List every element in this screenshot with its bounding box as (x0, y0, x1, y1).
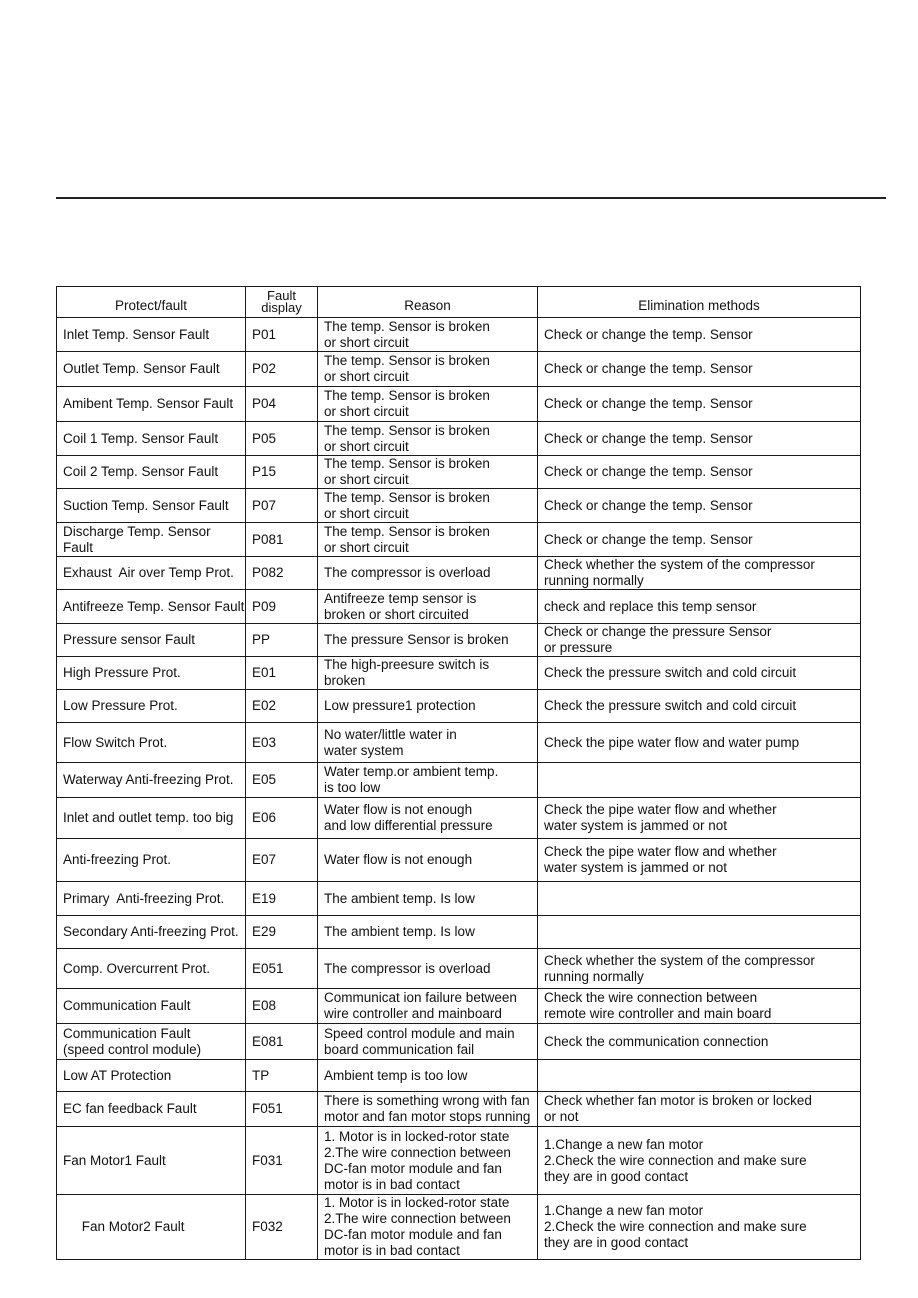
elimination-cell: 1.Change a new fan motor 2.Check the wire connection and make sure they are in good contact (538, 1127, 861, 1195)
fault-code-cell: E08 (246, 989, 318, 1024)
fault-code-cell: P05 (246, 422, 318, 456)
protect-cell: Secondary Anti-freezing Prot. (57, 916, 246, 949)
header-elimination: Elimination methods (538, 287, 861, 318)
elimination-cell: Check or change the temp. Sensor (538, 387, 861, 422)
table-row (57, 763, 861, 798)
reason-cell: Antifreeze temp sensor is broken or short circuited (318, 590, 538, 624)
protect-cell: Discharge Temp. Sensor Fault (57, 523, 246, 557)
table-header-row (57, 287, 861, 318)
reason-cell: Speed control module and main board communication fail (318, 1024, 538, 1060)
fault-code-cell: P082 (246, 557, 318, 590)
elimination-cell: Check the pipe water flow and whether water system is jammed or not (538, 798, 861, 839)
elimination-cell: Check or change the temp. Sensor (538, 422, 861, 456)
fault-code-cell: F031 (246, 1127, 318, 1195)
fault-code-cell: P02 (246, 352, 318, 387)
protect-cell: Low AT Protection (57, 1060, 246, 1092)
elimination-cell: Check or change the temp. Sensor (538, 352, 861, 387)
fault-code-cell: E02 (246, 690, 318, 723)
reason-cell: Low pressure1 protection (318, 690, 538, 723)
reason-cell: There is something wrong with fan motor and fan motor stops running (318, 1092, 538, 1127)
horizontal-rule (56, 197, 886, 199)
table-row (57, 456, 861, 489)
table-row (57, 690, 861, 723)
elimination-cell: Check whether the system of the compressor running normally (538, 557, 861, 590)
protect-cell: Inlet and outlet temp. too big (57, 798, 246, 839)
fault-code-cell: P081 (246, 523, 318, 557)
fault-table-body (57, 318, 861, 1260)
protect-cell: Fan Motor1 Fault (57, 1127, 246, 1195)
protect-cell: Outlet Temp. Sensor Fault (57, 352, 246, 387)
reason-cell: No water/little water in water system (318, 723, 538, 763)
header-fault-display (246, 287, 318, 318)
reason-cell: The ambient temp. Is low (318, 882, 538, 916)
elimination-cell: Check or change the temp. Sensor (538, 489, 861, 523)
table-row (57, 318, 861, 352)
protect-cell: High Pressure Prot. (57, 657, 246, 690)
fault-code-cell: E07 (246, 839, 318, 882)
reason-cell: Water flow is not enough (318, 839, 538, 882)
fault-code-cell: E29 (246, 916, 318, 949)
elimination-cell: Check or change the temp. Sensor (538, 456, 861, 489)
reason-cell: The temp. Sensor is broken or short circuit (318, 387, 538, 422)
elimination-cell: Check the communication connection (538, 1024, 861, 1060)
elimination-cell (538, 882, 861, 916)
fault-code-cell: E051 (246, 949, 318, 989)
table-row (57, 949, 861, 989)
elimination-cell (538, 916, 861, 949)
elimination-cell: Check the pipe water flow and whether water system is jammed or not (538, 839, 861, 882)
fault-code-cell: P09 (246, 590, 318, 624)
reason-cell: The temp. Sensor is broken or short circuit (318, 422, 538, 456)
fault-code-cell: E01 (246, 657, 318, 690)
reason-cell: The high-preesure switch is broken (318, 657, 538, 690)
fault-code-cell: P01 (246, 318, 318, 352)
table-row (57, 1092, 861, 1127)
protect-cell: Coil 2 Temp. Sensor Fault (57, 456, 246, 489)
protect-cell: EC fan feedback Fault (57, 1092, 246, 1127)
fault-code-cell: TP (246, 1060, 318, 1092)
protect-cell: Amibent Temp. Sensor Fault (57, 387, 246, 422)
table-row (57, 523, 861, 557)
reason-cell: The temp. Sensor is broken or short circuit (318, 456, 538, 489)
protect-cell: Primary Anti-freezing Prot. (57, 882, 246, 916)
elimination-cell: Check or change the temp. Sensor (538, 318, 861, 352)
table-row (57, 657, 861, 690)
reason-cell: The compressor is overload (318, 949, 538, 989)
table-row (57, 590, 861, 624)
protect-cell: Coil 1 Temp. Sensor Fault (57, 422, 246, 456)
table-row (57, 387, 861, 422)
elimination-cell: Check the pressure switch and cold circuit (538, 690, 861, 723)
reason-cell: Communicat ion failure between wire controller and mainboard (318, 989, 538, 1024)
reason-cell: The temp. Sensor is broken or short circuit (318, 352, 538, 387)
elimination-cell: Check or change the pressure Sensor or pressure (538, 624, 861, 657)
table-row (57, 422, 861, 456)
fault-code-cell: PP (246, 624, 318, 657)
fault-table (56, 286, 861, 1260)
reason-cell: The temp. Sensor is broken or short circuit (318, 489, 538, 523)
protect-cell: Flow Switch Prot. (57, 723, 246, 763)
protect-cell: Waterway Anti-freezing Prot. (57, 763, 246, 798)
table-row (57, 352, 861, 387)
fault-code-cell: E081 (246, 1024, 318, 1060)
elimination-cell: check and replace this temp sensor (538, 590, 861, 624)
protect-cell: Exhaust Air over Temp Prot. (57, 557, 246, 590)
table-row (57, 1024, 861, 1060)
fault-code-cell: P04 (246, 387, 318, 422)
table-row (57, 723, 861, 763)
protect-cell: Pressure sensor Fault (57, 624, 246, 657)
reason-cell: 1. Motor is in locked-rotor state 2.The wire connection between DC-fan motor module and fan motor is in bad contact (318, 1195, 538, 1260)
reason-cell: The temp. Sensor is broken or short circuit (318, 523, 538, 557)
table-row (57, 1195, 861, 1260)
elimination-cell: Check the pipe water flow and water pump (538, 723, 861, 763)
reason-cell: 1. Motor is in locked-rotor state 2.The wire connection between DC-fan motor module and fan motor is in bad contact (318, 1127, 538, 1195)
protect-cell: Antifreeze Temp. Sensor Fault (57, 590, 246, 624)
elimination-cell (538, 763, 861, 798)
table-row (57, 798, 861, 839)
reason-cell: The compressor is overload (318, 557, 538, 590)
protect-cell: Comp. Overcurrent Prot. (57, 949, 246, 989)
protect-cell: Low Pressure Prot. (57, 690, 246, 723)
protect-cell: Inlet Temp. Sensor Fault (57, 318, 246, 352)
protect-cell: Communication Fault (57, 989, 246, 1024)
table-row (57, 1060, 861, 1092)
table-row (57, 989, 861, 1024)
fault-code-cell: E05 (246, 763, 318, 798)
table-row (57, 839, 861, 882)
fault-code-cell: P07 (246, 489, 318, 523)
elimination-cell: 1.Change a new fan motor 2.Check the wire connection and make sure they are in good contact (538, 1195, 861, 1260)
reason-cell: Water flow is not enough and low differential pressure (318, 798, 538, 839)
reason-cell: Ambient temp is too low (318, 1060, 538, 1092)
table-row (57, 882, 861, 916)
reason-cell: The ambient temp. Is low (318, 916, 538, 949)
reason-cell: The pressure Sensor is broken (318, 624, 538, 657)
fault-code-cell: F032 (246, 1195, 318, 1260)
elimination-cell: Check whether fan motor is broken or locked or not (538, 1092, 861, 1127)
fault-code-cell: E19 (246, 882, 318, 916)
fault-code-cell: F051 (246, 1092, 318, 1127)
elimination-cell: Check the pressure switch and cold circuit (538, 657, 861, 690)
protect-cell: Anti-freezing Prot. (57, 839, 246, 882)
reason-cell: The temp. Sensor is broken or short circuit (318, 318, 538, 352)
elimination-cell: Check or change the temp. Sensor (538, 523, 861, 557)
table-row (57, 624, 861, 657)
protect-cell: Communication Fault (speed control module) (57, 1024, 246, 1060)
elimination-cell: Check the wire connection between remote wire controller and main board (538, 989, 861, 1024)
reason-cell: Water temp.or ambient temp. is too low (318, 763, 538, 798)
fault-code-cell: P15 (246, 456, 318, 489)
table-row (57, 1127, 861, 1195)
fault-code-cell: E03 (246, 723, 318, 763)
protect-cell: Fan Motor2 Fault (57, 1195, 246, 1260)
table-row (57, 489, 861, 523)
protect-cell: Suction Temp. Sensor Fault (57, 489, 246, 523)
elimination-cell (538, 1060, 861, 1092)
elimination-cell: Check whether the system of the compressor running normally (538, 949, 861, 989)
table-row (57, 916, 861, 949)
header-reason: Reason (318, 287, 538, 318)
header-fault-display-text: Fault display (261, 288, 302, 315)
header-protect: Protect/fault (57, 287, 246, 318)
table-row (57, 557, 861, 590)
fault-code-cell: E06 (246, 798, 318, 839)
